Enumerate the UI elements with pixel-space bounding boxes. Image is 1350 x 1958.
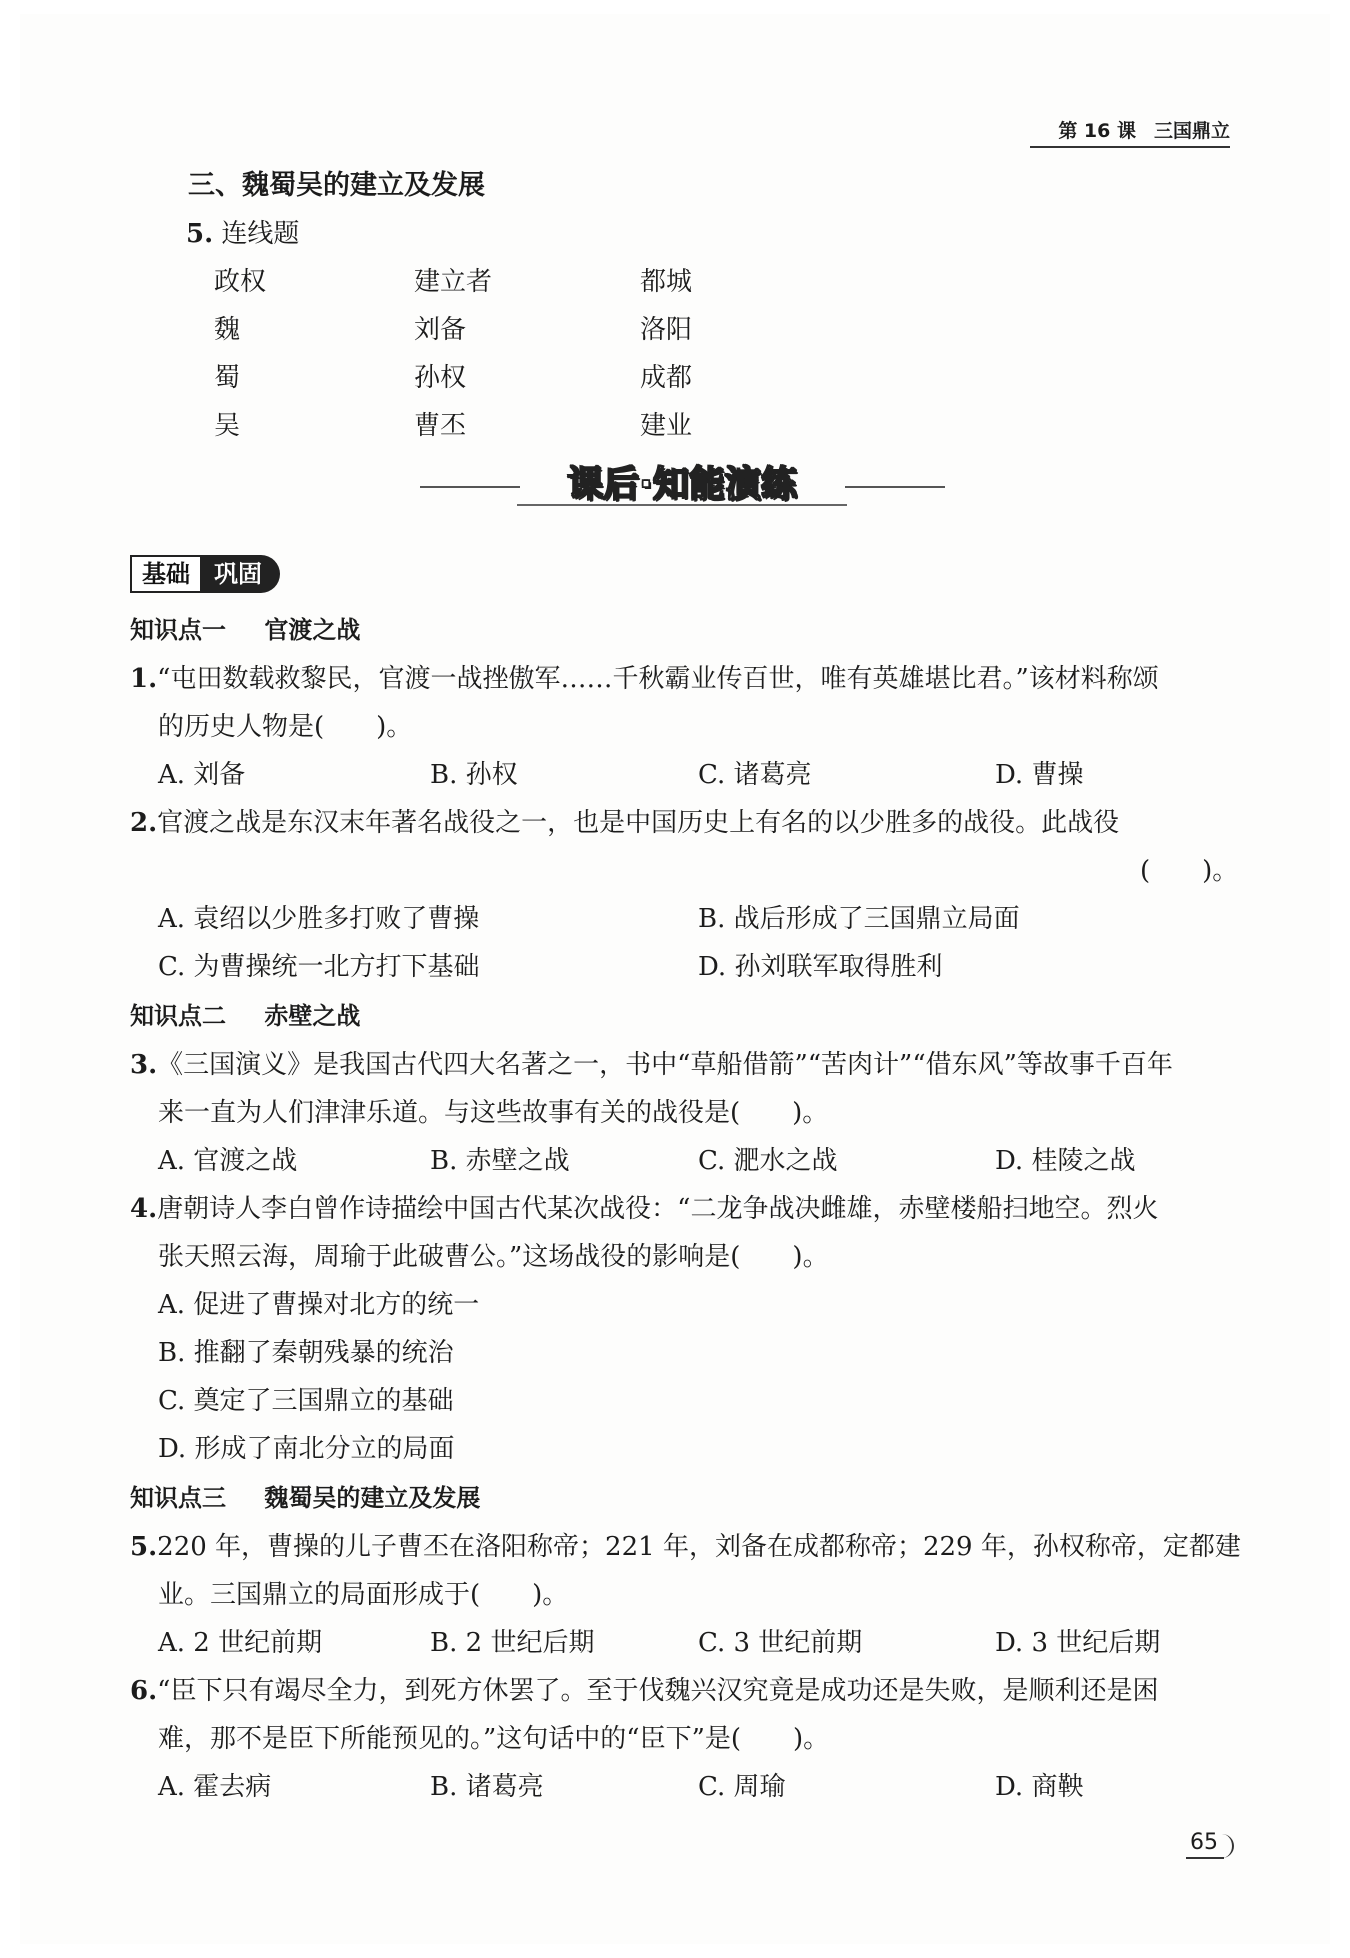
- knowledge-point-label: 知识点一: [130, 616, 226, 644]
- option-d: D. 形成了南北分立的局面: [158, 1434, 455, 1464]
- question-2-line-1: [130, 802, 1119, 839]
- match-cell: 蜀: [214, 363, 241, 393]
- option-a: A. 刘备: [158, 760, 246, 790]
- option-a: A. 霍去病: [158, 1772, 272, 1802]
- knowledge-point-label: 知识点二: [130, 1002, 226, 1030]
- knowledge-point-heading: [130, 1478, 480, 1513]
- question-text: 官渡之战是东汉末年著名战役之一，也是中国历史上有名的以少胜多的战役。此战役: [157, 808, 1120, 838]
- basic-consolidation-badge: [130, 555, 280, 593]
- page-header: [1030, 112, 1230, 148]
- question-5-line-2: 业。三国鼎立的局面形成于( )。: [158, 1580, 569, 1610]
- option-d: D. 商鞅: [995, 1772, 1084, 1802]
- question-number: 3.: [130, 1050, 158, 1080]
- option-b: B. 诸葛亮: [430, 1772, 544, 1802]
- option-d: D. 孙刘联军取得胜利: [698, 952, 943, 982]
- question-1-line-1: [130, 658, 1159, 695]
- option-b: B. 战后形成了三国鼎立局面: [698, 904, 1020, 934]
- knowledge-point-name: 魏蜀吴的建立及发展: [264, 1484, 481, 1512]
- question-2-line-2: ( )。: [1140, 856, 1239, 886]
- knowledge-point-name: 赤壁之战: [264, 1002, 361, 1030]
- question-text: 220 年，曹操的儿子曹丕在洛阳称帝；221 年，刘备在成都称帝；229 年，孙权称帝，定都建: [157, 1532, 1241, 1562]
- option-d: D. 曹操: [995, 760, 1084, 790]
- match-header-capital: 都城: [640, 267, 693, 297]
- option-b: B. 赤壁之战: [430, 1146, 570, 1176]
- matching-question-title: [186, 213, 299, 250]
- option-c: C. 3 世纪前期: [698, 1628, 863, 1658]
- question-6-line-2: 难，那不是臣下所能预见的。”这句话中的“臣下”是( )。: [158, 1724, 830, 1754]
- question-number: 1.: [130, 664, 158, 694]
- question-4-line-2: 张天照云海，周瑜于此破曹公。”这场战役的影响是( )。: [158, 1242, 829, 1272]
- lesson-title: 三国鼎立: [1153, 119, 1230, 142]
- knowledge-point-name: 官渡之战: [264, 616, 361, 644]
- page-number-text: 65: [1190, 1830, 1218, 1855]
- option-c: C. 诸葛亮: [698, 760, 812, 790]
- match-header-founder: 建立者: [414, 267, 493, 297]
- match-cell: 吴: [214, 411, 241, 441]
- lesson-number: 第 16 课: [1058, 119, 1136, 142]
- match-cell: 孙权: [414, 363, 467, 393]
- question-text: “臣下只有竭尽全力，到死方休罢了。至于伐魏兴汉究竟是成功还是失败，是顺利还是困: [157, 1676, 1159, 1706]
- page-number: [1186, 1830, 1224, 1859]
- option-c: C. 周瑜: [698, 1772, 786, 1802]
- banner-left-line: [420, 486, 520, 488]
- option-a: A. 官渡之战: [158, 1146, 298, 1176]
- question-number: 4.: [130, 1194, 158, 1224]
- match-cell: 洛阳: [640, 315, 693, 345]
- match-cell: 曹丕: [414, 411, 467, 441]
- question-number: 2.: [130, 808, 158, 838]
- knowledge-point-heading: [130, 610, 360, 645]
- question-text: “屯田数载救黎民，官渡一战挫傲军……千秋霸业传百世，唯有英雄堪比君。”该材料称颂: [157, 664, 1159, 694]
- option-c: C. 淝水之战: [698, 1146, 838, 1176]
- banner-title: 课后·知能演练: [567, 464, 797, 505]
- match-cell: 成都: [640, 363, 693, 393]
- option-d: D. 3 世纪后期: [995, 1628, 1161, 1658]
- question-3-line-2: 来一直为人们津津乐道。与这些故事有关的战役是( )。: [158, 1098, 829, 1128]
- question-1-line-2: 的历史人物是( )。: [158, 712, 413, 742]
- option-a: A. 袁绍以少胜多打败了曹操: [158, 904, 480, 934]
- question-4-line-1: [130, 1188, 1158, 1225]
- option-a: A. 2 世纪前期: [158, 1628, 323, 1658]
- option-c: C. 为曹操统一北方打下基础: [158, 952, 480, 982]
- option-b: B. 2 世纪后期: [430, 1628, 595, 1658]
- question-text: 《三国演义》是我国古代四大名著之一，书中“草船借箭”“苦肉计”“借东风”等故事千百年: [157, 1050, 1173, 1080]
- banner-right-line: [845, 486, 945, 488]
- section-banner: [420, 458, 945, 514]
- question-number: 6.: [130, 1676, 158, 1706]
- section-title: 三、魏蜀吴的建立及发展: [188, 170, 485, 201]
- question-6-line-1: [130, 1670, 1158, 1707]
- badge-left-text: 基础: [130, 555, 202, 593]
- question-number: 5.: [186, 219, 214, 249]
- knowledge-point-heading: [130, 996, 360, 1031]
- option-b: B. 推翻了秦朝残暴的统治: [158, 1338, 454, 1368]
- option-c: C. 奠定了三国鼎立的基础: [158, 1386, 454, 1416]
- question-3-line-1: [130, 1044, 1173, 1081]
- knowledge-point-label: 知识点三: [130, 1484, 226, 1512]
- question-number: 5.: [130, 1532, 158, 1562]
- option-b: B. 孙权: [430, 760, 518, 790]
- badge-right-text: 巩固: [200, 555, 280, 593]
- match-cell: 魏: [214, 315, 241, 345]
- option-a: A. 促进了曹操对北方的统一: [158, 1290, 480, 1320]
- question-label: 连线题: [221, 219, 300, 249]
- question-text: 唐朝诗人李白曾作诗描绘中国古代某次战役：“二龙争战决雌雄，赤壁楼船扫地空。烈火: [157, 1194, 1159, 1224]
- match-cell: 刘备: [414, 315, 467, 345]
- match-cell: 建业: [640, 411, 693, 441]
- question-5-line-1: [130, 1526, 1241, 1563]
- option-d: D. 桂陵之战: [995, 1146, 1136, 1176]
- match-header-regime: 政权: [214, 267, 267, 297]
